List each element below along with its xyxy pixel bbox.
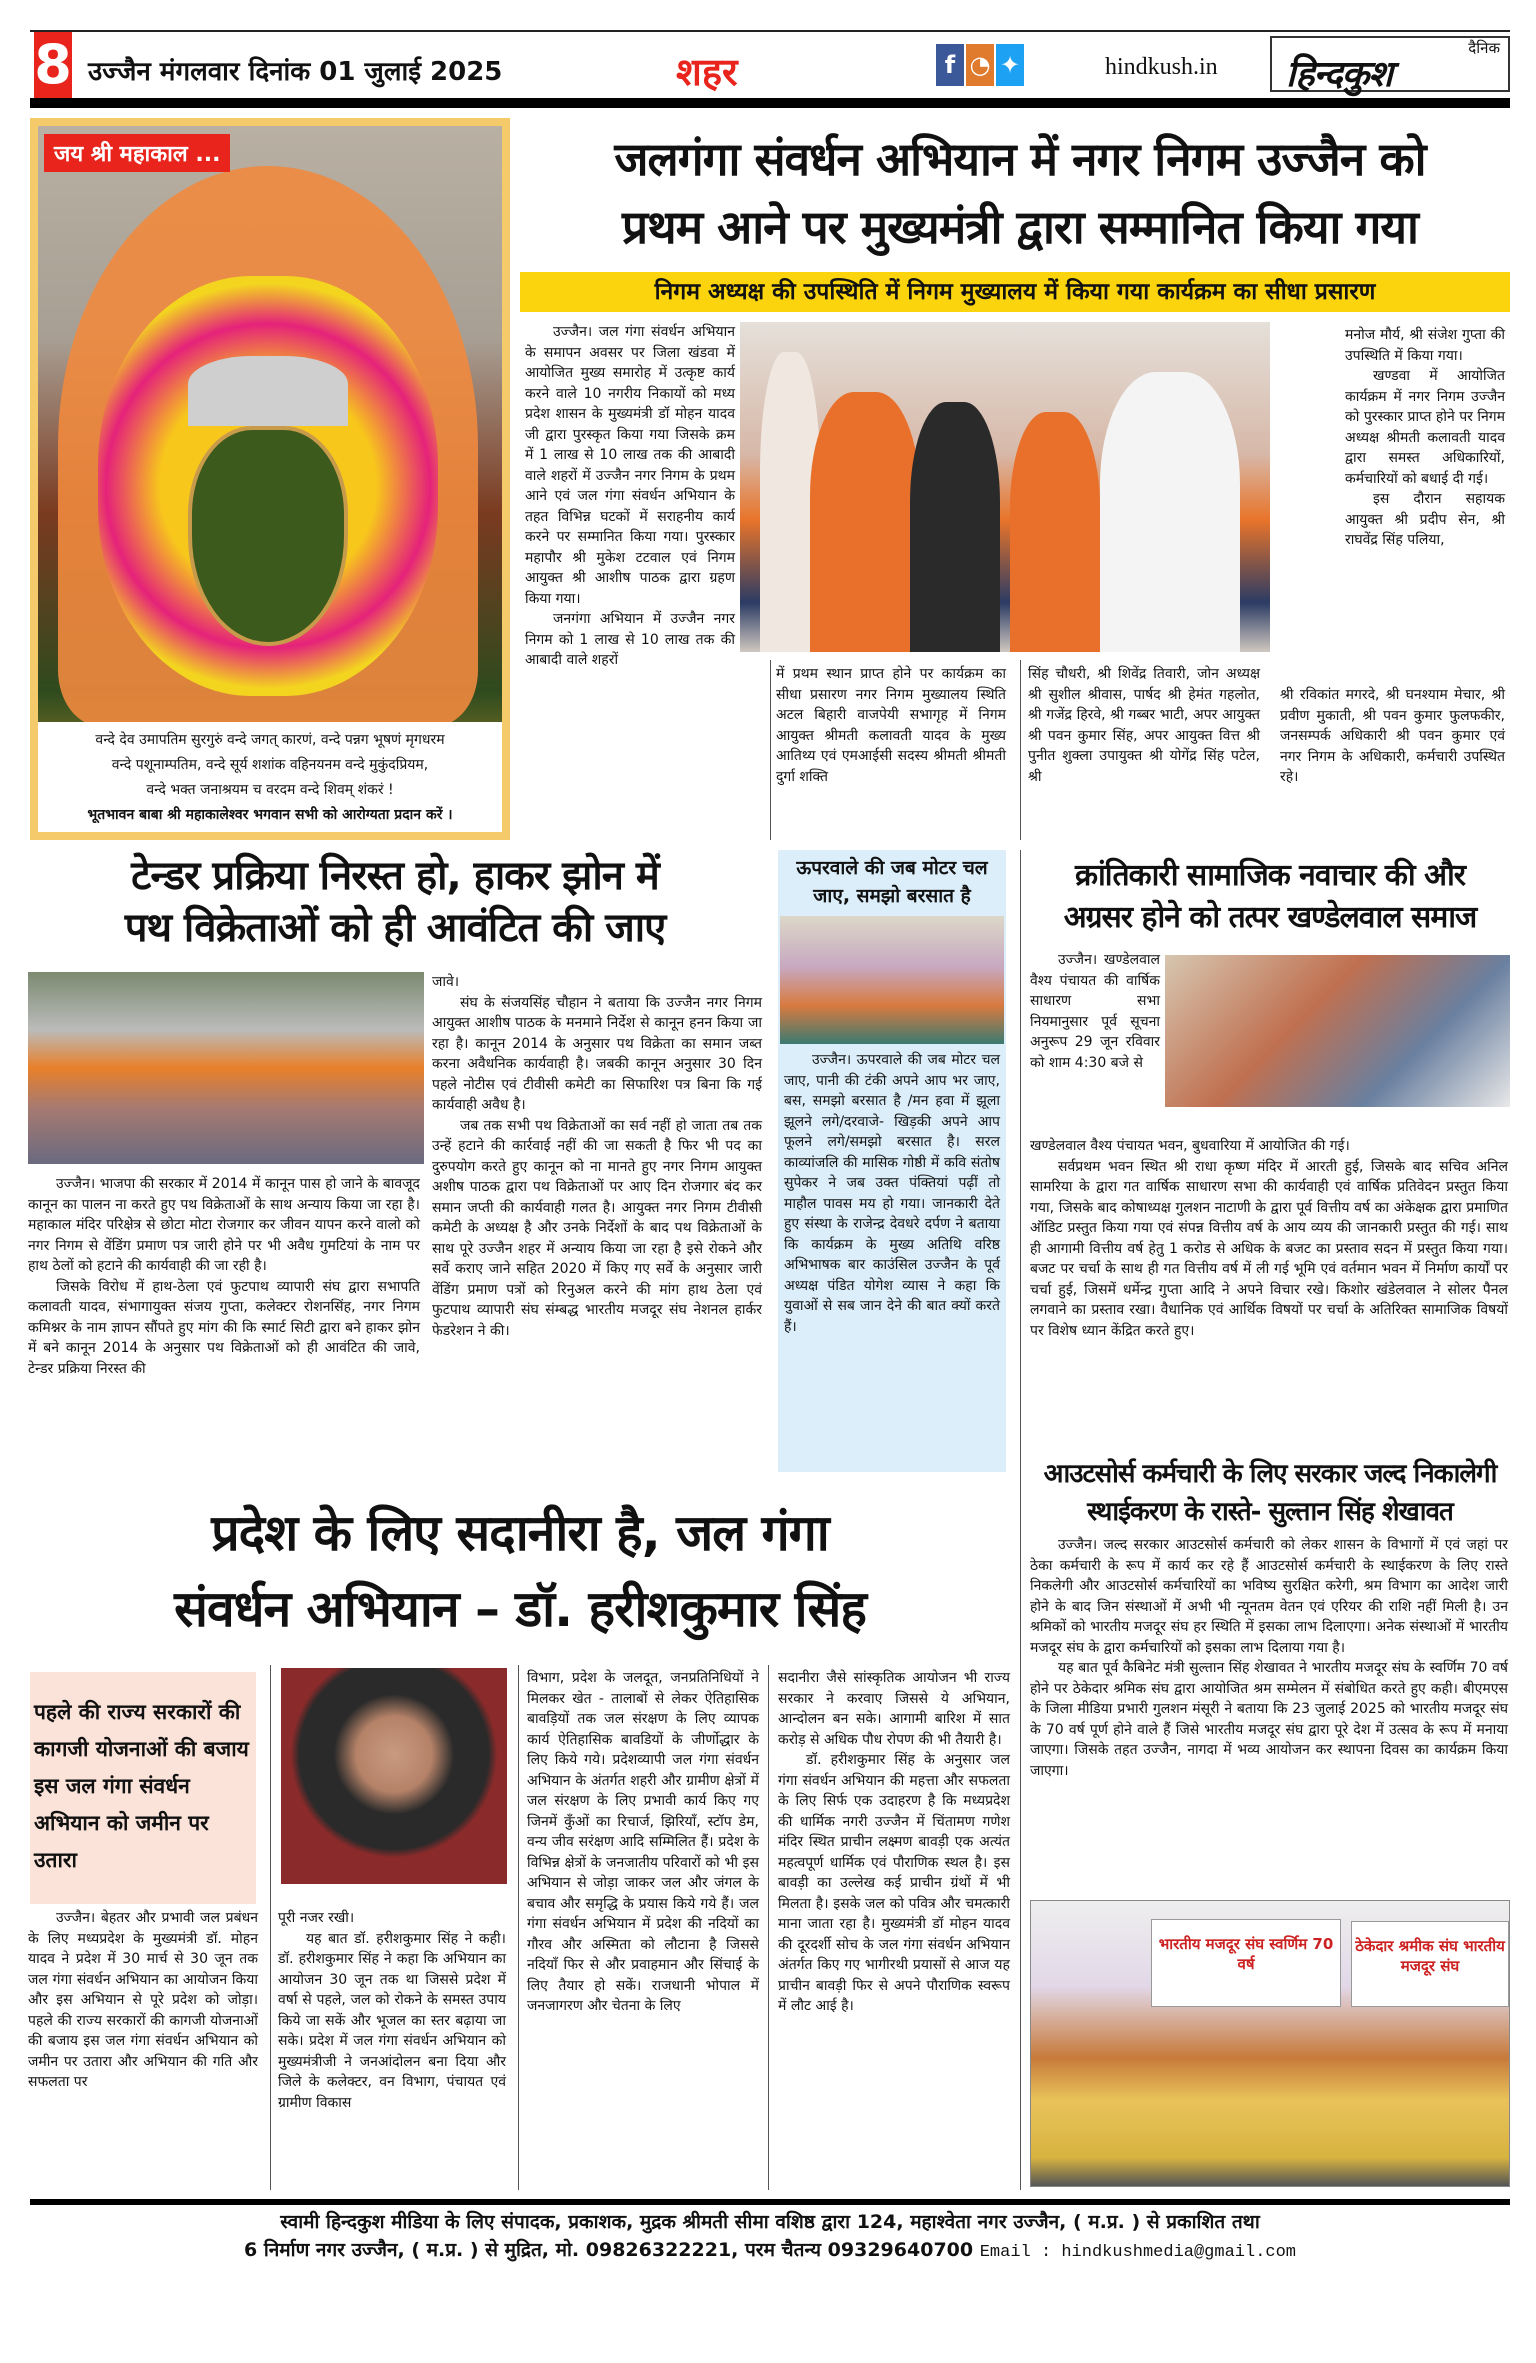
- column-rule: [518, 1665, 519, 2190]
- mahakal-caption: [38, 722, 502, 832]
- section-title: शहर: [676, 50, 738, 94]
- lead-column-2: में प्रथम स्थान प्राप्त होने पर कार्यक्रम का सीधा प्रसारण नगर निगम मुख्यालय स्थिति अटल बिहारी वाजपेयी सभागृह में निगम आयुक्त श्रीमती कलावती यादव के मुख्य आतिथ्य एवं एमआईसी सदस्य श्रीमती श्रीमती दुर्गा शक्ति: [776, 666, 1006, 785]
- deity-crown: [188, 356, 348, 426]
- email-label: Email :: [979, 2243, 1062, 2262]
- footer-rule: [30, 2199, 1510, 2205]
- dateline: उज्जैन मंगलवार दिनांक 01 जुलाई 2025: [88, 57, 503, 87]
- lead-column-4: [1345, 325, 1505, 551]
- motor-headline: ऊपरवाले की जब मोटर चल जाए, समझो बरसात है: [796, 857, 988, 907]
- masthead-rule: [30, 98, 1510, 108]
- tender-protest-photo: [28, 972, 424, 1164]
- imprint-footer: [30, 2208, 1510, 2264]
- paragraph: पूरी नजर रखी।: [278, 1910, 355, 1926]
- caption-line: भूतभावन बाबा श्री महाकालेश्वर भगवान सभी को आरोग्यता प्रदान करें ।: [87, 807, 453, 823]
- paragraph: खण्डेलवाल वैश्य पंचायत भवन, बुधवारिया में आयोजित की गई।: [1030, 1138, 1350, 1154]
- lead-photo-award-ceremony: [740, 322, 1270, 652]
- lead-headline-line: प्रथम आने पर मुख्यमंत्री द्वारा सम्मानित किया गया: [622, 200, 1418, 254]
- lead-headline-line: जलगंगा संवर्धन अभियान में नगर निगम उज्जैन को: [614, 132, 1426, 186]
- caption-line: वन्दे पशूनाम्पतिम, वन्दे सूर्य शशांक वहिनयनम वन्दे मुकुंदप्रियम,: [111, 757, 429, 773]
- rss-icon[interactable]: ◔: [966, 44, 994, 86]
- paragraph: सर्वप्रथम भवन स्थित श्री राधा कृष्ण मंदिर में आरती हुई, जिसके बाद सचिव अनिल सामरिया के द्वारा गत वार्षिक साधारण सभा की कार्यवाही एवं वार्षिक प्रतिवेदन प्रस्तुत किया गया, जिसके बाद कोषाध्यक्ष गुलशन नाटाणी के द्वारा पूर्व वित्तीय वर्ष का अंकेक्षक द्वारा प्रमाणित ऑडिट प्रस्तुत किया गया एवं संपन्न वित्तीय वर्ष के आय व्यय की जानकारी प्रस्तुत की गई। साथ ही आगामी वित्तीय वर्ष हेतु 1 करोड से अधिक के बजट का प्रस्ताव सदन में प्रस्तुत किया गया। बजट पर चर्चा के साथ ही गत वित्तीय वर्ष में ली गई भूमि एवं वर्तमान भवन में निर्माण कार्यों पर चर्चा हुई, जिसमें धर्मेन्द्र गुप्ता आदि ने अपने विचार रखे। किशोर खंडेलवाल ने सोलर पैनल लगवाने का प्रस्ताव रखा। वैधानिक एवं आर्थिक विषयों पर चर्चा के अतिरिक्त सामाजिक विषयों पर विशेष ध्यान केंद्रित करते हुए।: [1030, 1158, 1508, 1339]
- imprint-line-1: स्वामी हिन्दकुश मीडिया के लिए संपादक, प्रकाशक, मुद्रक श्रीमती सीमा वशिष्ठ द्वारा 124, महाश्वेता नगर उज्जैन, ( म.प्र. ) से प्रकाशित तथा: [280, 2211, 1260, 2233]
- bms-banner: ठेकेदार श्रमीक संघ भारतीय मजदूर संघ: [1351, 1921, 1509, 2007]
- khandelwal-headline-line: क्रांतिकारी सामाजिक नवाचार की और: [1074, 858, 1466, 893]
- caption-line: वन्दे देव उमापतिम सुरगुरुं वन्दे जगत् कारणं, वन्दे पन्नग भूषणं मृगधरम: [95, 732, 445, 748]
- facebook-icon[interactable]: f: [936, 44, 964, 86]
- sadanira-headline-line: संवर्धन अभियान – डॉ. हरीशकुमार सिंह: [174, 1580, 866, 1638]
- sadanira-column-2: [278, 1908, 506, 2113]
- paragraph: सदानीरा जैसे सांस्कृतिक आयोजन भी राज्य सरकार ने करवाए जिससे ये अभियान, आन्दोलन बन सके। आगामी बारिश में सात करोड़ से अधिक पौध रोपण की भी तैयारी है।: [778, 1670, 1010, 1748]
- khandelwal-meeting-photo: [1165, 955, 1510, 1107]
- paragraph: यह बात डॉ. हरीशकुमार सिंह ने कही। डॉ. हरीशकुमार सिंह ने कहा कि अभियान का आयोजन 30 जून तक था जिससे प्रदेश में वर्षा से पहले, जल को रोकने के समस्त उपाय किये जा सकें और भूजल का स्तर बढ़ाया जा सके। प्रदेश में जल गंगा संवर्धन अभियान को मुख्यमंत्रीजी ने जनआंदोलन बना दिया और जिले के कलेक्टर, वन विभाग, पंचायत एवं ग्रामीण विकास: [278, 1930, 506, 2111]
- tender-column-1: [28, 1174, 420, 1379]
- khandelwal-body: [1030, 1136, 1508, 1341]
- column-rule: [1020, 660, 1021, 840]
- outsource-headline-line: स्थाईकरण के रास्ते- सुल्तान सिंह शेखावत: [1087, 1497, 1453, 1527]
- motor-body: उज्जैन। ऊपरवाले की जब मोटर चल जाए, पानी की टंकी अपने आप भर जाए, बस, समझो बरसात है /मन हवा में झूला झूलने लगे/दरवाजे- खिड़की अपने आप फूलने लगे/समझो बरसात है। सरल काव्यांजलि की मासिक गोष्ठी में कवि संतोष सुपेकर ने जब उक्त पंक्तियां पढ़ीं तो माहौल पावस मय हो गया। जानकारी देते हुए संस्था के राजेन्द्र देवधरे दर्पण ने बताया कि कार्यक्रम के मुख्य अतिथि वरिष्ठ अभिभाषक बार काउंसिल उज्जैन के पूर्व अध्यक्ष पंडित योगेश व्यास ने कहा कि युवाओं से सब जान देने की बात क्यों करते हैं।: [784, 1052, 1000, 1335]
- lead-subhead: निगम अध्यक्ष की उपस्थिति में निगम मुख्यालय में किया गया कार्यक्रम का सीधा प्रसारण: [520, 272, 1510, 312]
- tender-headline-line: टेन्डर प्रक्रिया निरस्त हो, हाकर झोन में: [131, 853, 659, 899]
- caption-line: वन्दे भक्त जनाश्रयम च वरदम वन्दे शिवम् शंकरं !: [146, 782, 394, 798]
- pull-quote: पहले की राज्य सरकारों की कागजी योजनाओं की बजाय इस जल गंगा संवर्धन अभियान को जमीन पर उतारा: [30, 1672, 256, 1904]
- deity-face: [188, 426, 348, 646]
- email-link[interactable]: hindkushmedia@gmail.com: [1061, 2243, 1296, 2262]
- twitter-icon[interactable]: ✦: [996, 44, 1024, 86]
- paragraph: संघ के संजयसिंह चौहान ने बताया कि उज्जैन नगर निगम आयुक्त आशीष पाठक के मनमाने निर्देश से कानून हनन किया जा रहा है। कानून 2014 के अनुसार पथ विक्रेता का समान जब्त करना अवैधनिक कार्यवाही है। जबकी कानून अनुसार 30 दिन पहले नोटीस एवं टीवीसी कमेटी का सिफारिश पत्र बिना कि गई कार्यवाही अवैध है।: [432, 994, 762, 1113]
- outsource-body: [1030, 1535, 1508, 1781]
- outsource-headline: [1030, 1455, 1510, 1531]
- imprint-line-2: [30, 2236, 1510, 2264]
- bms-conference-photo: [1030, 1900, 1510, 2187]
- website-link[interactable]: hindkush.in: [1105, 54, 1218, 80]
- paragraph: मनोज मौर्य, श्री संजेश गुप्ता की उपस्थिति में किया गया।: [1345, 327, 1505, 364]
- sadanira-headline-line: प्रदेश के लिए सदानीरा है, जल गंगा: [211, 1504, 829, 1562]
- bms-banner: भारतीय मजदूर संघ स्वर्णिम 70 वर्ष: [1151, 1919, 1341, 2007]
- social-links: [936, 44, 1024, 86]
- lead-column-3: सिंह चौधरी, श्री शिवेंद्र तिवारी, जोन अध्यक्ष श्री सुशील श्रीवास, पार्षद श्री हेमंत गहलोत, श्री गजेंद्र हिरवे, श्री गब्बर भाटी, अपर आयुक्त श्री पवन कुमार सिंह, अपर आयुक्त वित्त श्री पुनीत शुक्ला उपायुक्त श्री योगेंद्र सिंह पटेल, श्री: [1028, 666, 1260, 785]
- lead-headline: [520, 125, 1520, 261]
- sadanira-column-4: [778, 1668, 1010, 2017]
- column-rule: [1020, 850, 1021, 2190]
- paragraph: यह बात पूर्व कैबिनेट मंत्री सुल्तान सिंह शेखावत ने भारतीय मजदूर संघ के स्वर्णिम 70 वर्ष होने पर ठेकेदार श्रमिक संघ द्वारा आयोजित श्रम सम्मेलन में संबोधित करते हुए कही। बीएमएस के जिला मीडिया प्रभारी गुलशन मंसूरी ने बताया कि 23 जुलाई 2025 को भारतीय मजदूर संघ के 70 वर्ष पूर्ण होने वाले हैं जिसे भारतीय मजदूर संघ द्वारा पूरे देश में उत्सव के रूप में मनाया जाएगा। जिसके तहत उज्जैन, नागदा में भव्य आयोजन कर स्थापना दिवस का कार्यक्रम किया जाएगा।: [1030, 1660, 1508, 1779]
- paragraph: उज्जैन। जल गंगा संवर्धन अभियान के समापन अवसर पर जिला खंडवा में आयोजित मुख्य समारोह में उत्कृष्ट कार्य करने वाले 10 नगरीय निकायों को मध्य प्रदेश शासन के मुख्यमंत्री डॉ मोहन यादव जी द्वारा पुरस्कृत किया गया जिसके क्रम में 1 लाख से 10 लाख तक की आबादी वाले शहरों में उज्जैन नगर निगम के प्रथम आने एवं जल गंगा संवर्धन अभियान के तहत विभिन्न घटकों में सराहनीय कार्य करने पर सम्मानित किया गया। पुरस्कार महापौर श्री मुकेश टटवाल एवं निगम आयुक्त श्री आशीष पाठक द्वारा ग्रहण किया गया।: [525, 324, 735, 607]
- motor-poetry-box: [778, 850, 1006, 1472]
- tender-headline-line: पथ विक्रेताओं को ही आवंटित की जाए: [124, 905, 666, 951]
- paragraph: उज्जैन। जल्द सरकार आउटसोर्स कर्मचारी को लेकर शासन के विभागों में एवं जहां पर ठेका कर्मचारी के रूप में कार्य कर रहे हैं आउटसोर्स कर्मचारी के स्थाईकरण के लिए रास्ते निकलेगी और आउटसोर्स कर्मचारियों का भविष्य सुरक्षित करेगी, श्रम विभाग का आदेश जारी होने के बाद जिन संस्थाओं में अभी भी न्यूनतम वेतन एवं एरियर की राशि नहीं मिली है। उन श्रमिकों को भारतीय मजदूर संघ हर स्थिति में इसका लाभ दिलाएगा। अनेक संस्थाओं में भारतीय मजदूर संघ के द्वारा कर्मचारियों को इसका लाभ दिलाया गया है।: [1030, 1537, 1508, 1656]
- paragraph: जावे।: [432, 974, 460, 990]
- mahakal-tag: जय श्री महाकाल ...: [44, 134, 230, 172]
- paragraph: डॉ. हरीशकुमार सिंह के अनुसार जल गंगा संवर्धन अभियान की महत्ता और सफलता के लिए सिर्फ एक उदाहरण है कि मध्यप्रदेश की धार्मिक नगरी उज्जैन में चिंतामण गणेश मंदिर स्थित प्राचीन लक्ष्मण बावड़ी एक अत्यंत महत्वपूर्ण धार्मिक एवं पौराणिक स्थल है। इस बावड़ी का उल्लेख कई प्राचीन ग्रंथों में भी मिलता है। इसके जल को पवित्र और चमत्कारी माना जाता रहा है। मुख्यमंत्री डॉ मोहन यादव की दूरदर्शी सोच के जल गंगा संवर्धन अभियान अंतर्गत किए गए भागीरथी प्रयासों से आज यह प्राचीन बावड़ी फिर से अपने पौराणिक स्वरूप में लौट आई है।: [778, 1752, 1010, 2014]
- paragraph: इस दौरान सहायक आयुक्त श्री प्रदीप सेन, श्री राघवेंद्र सिंह पलिया,: [1345, 491, 1505, 548]
- column-rule: [770, 660, 771, 840]
- khandelwal-headline-line: अग्रसर होने को तत्पर खण्डेलवाल समाज: [1063, 900, 1477, 935]
- paragraph: जब तक सभी पथ विक्रेताओं का सर्व नहीं हो जाता तब तक उन्हें हटाने की कार्रवाई नहीं की जा सकती है फिर भी पद का दुरुपयोग करते हुए कानून को ना मानते हुए नगर निगम आयुक्त अशीष पाठक द्वारा पथ विक्रेताओं पर आए दिन रोजगार बंद कर समान जप्ती की कार्यवाही गलत है। आयुक्त नगर निगम टीवीसी कमेटी के अध्यक्ष है और उनके निर्देशों के बाद पथ विक्रेताओं के साथ पूरे उज्जैन शहर में अन्याय किया जा रहा है इसे रोकने और सर्वे कराए जाने सहित 2020 में किए गए सर्वे के अनुसार जारी वेंडिंग प्रमाण पत्रों को रिनुअल करने की मांग हाथ ठेला एवं फुटपाथ व्यापारी संघ संम्बद्ध भारतीय मजदूर संघ नेशनल हार्कर फेडरेशन ने की।: [432, 1117, 762, 1339]
- imprint-contacts: 6 निर्माण नगर उज्जैन, ( म.प्र. ) से मुद्रित, मो. 09826322221, परम चैतन्य 09329640700: [244, 2239, 974, 2261]
- newspaper-logo: [1270, 36, 1510, 95]
- lead-column-4-continued: श्री रविकांत मगरदे, श्री घनश्याम मेचार, श्री प्रवीण मुकाती, श्री पवन कुमार फुलफकीर, जनसम्पर्क अधिकारी श्री पवन कुमार एवं नगर निगम के अधिकारी, कर्मचारी उपस्थित रहे।: [1280, 687, 1505, 785]
- khandelwal-side-column: उज्जैन। खण्डेलवाल वैश्य पंचायत की वार्षिक साधारण सभा नियमानुसार पूर्व सूचना अनुरूप 29 जून रविवार को शाम 4:30 बजे से: [1030, 952, 1160, 1071]
- sadanira-column-3: विभाग, प्रदेश के जलदूत, जनप्रतिनिधियों ने मिलकर खेत - तालाबों से लेकर ऐतिहासिक बावड़ियों तक जल संरक्षण के लिए व्यापक कार्य ऐतिहासिक बावडियों के जीर्णोद्धार के लिए किये गये। प्रदेशव्यापी जल गंगा संवर्धन अभियान के अंतर्गत शहरी और ग्रामीण क्षेत्रों में जल संरक्षण के लिए प्रभावी कार्य किए गए जिनमें कुँओं का रिचार्ज, झिरियाँ, स्टॉप डेम, वन्य जीव सरंक्षण आदि सम्मिलित हैं। प्रदेश के विभिन्न क्षेत्रों के जनजातीय परिवारों को भी इस अभियान से जोड़ा जाकर जल और जंगल के बचाव और समृद्धि के प्रयास किये गये हैं। जल गंगा संवर्धन अभियान में प्रदेश की नदियों का गौरव और अस्मिता को लौटाना है जिससे नदियाँ फिर से और प्रवाहमान और सिंचाई के लिए तैयार हो सकें। राजधानी भोपाल में जनजागरण और चेतना के लिए: [527, 1670, 759, 2014]
- column-rule: [270, 1665, 271, 2190]
- outsource-headline-line: आउटसोर्स कर्मचारी के लिए सरकार जल्द निकालेगी: [1043, 1459, 1497, 1489]
- mahakal-photo: [38, 126, 502, 832]
- column-rule: [768, 1665, 769, 2190]
- motor-group-photo: [780, 916, 1004, 1044]
- paragraph: उज्जैन। भाजपा की सरकार में 2014 में कानून पास हो जाने के बावजूद कानून का पालन ना करते हुए पथ विक्रेताओं के साथ अन्याय किया जा रहा है। महाकाल मंदिर परिक्षेत्र से छोटा मोटा रोजगार कर जीवन यापन करने वालो को नगर निगम से वेंडिंग प्रमाण पत्र जारी होने पर भी अवैध गुमटियां के नाम पर हाथ ठेलों को हटाने की कार्यवाही की जा रही है।: [28, 1176, 420, 1274]
- logo-wordmark: हिन्दकुश: [1286, 53, 1392, 95]
- sadanira-column-1: उज्जैन। बेहतर और प्रभावी जल प्रबंधन के लिए मध्यप्रदेश के मुख्यमंत्री डॉ. मोहन यादव ने प्रदेश में 30 मार्च से 30 जून तक जल गंगा संवर्धन अभियान का आयोजन किया और इस अभियान से पूरे प्रदेश को जोड़ा। पहले की राज्य सरकारों की कागजी योजनाओं की बजाय इस जल गंगा संवर्धन अभियान को जमीन पर उतारा और अभियान की गति और सफलता पर: [28, 1910, 258, 2090]
- sadanira-headline: [25, 1495, 1015, 1647]
- logo-daily-label: दैनिक: [1468, 39, 1500, 57]
- tender-headline: [25, 850, 765, 954]
- paragraph: जनगंगा अभियान में उज्जैन नगर निगम को 1 लाख से 10 लाख तक की आबादी वाले शहरों: [525, 611, 735, 668]
- portrait-dr-harishkumar-singh: [281, 1668, 507, 1884]
- paragraph: खण्डवा में आयोजित कार्यक्रम में नगर निगम उज्जैन को पुरस्कार प्राप्त होने पर निगम अध्यक्ष श्रीमती कलावती यादव द्वारा समस्त अधिकारियों, कर्मचारियों को बधाई दी गई।: [1345, 368, 1505, 487]
- paragraph: जिसके विरोध में हाथ-ठेला एवं फुटपाथ व्यापारी संघ द्वारा सभापति कलावती यादव, संभागायुक्त संजय गुप्ता, कलेक्टर रोशनसिंह, नगर निगम कमिश्नर के नाम ज्ञापन सौंपते हुए मांग की कि स्मार्ट सिटी द्वारा बने हाकर झोन में बने कानून 2014 के अनुसार पथ विक्रेताओं को ही आवंटित की जावे, टेन्डर प्रक्रिया निरस्त की: [28, 1278, 420, 1377]
- mahakal-darshan-box: [30, 118, 510, 840]
- khandelwal-headline: [1030, 855, 1510, 939]
- tender-column-2: [432, 972, 762, 1341]
- page-number: 8: [34, 33, 72, 96]
- lead-column-1: [525, 322, 735, 671]
